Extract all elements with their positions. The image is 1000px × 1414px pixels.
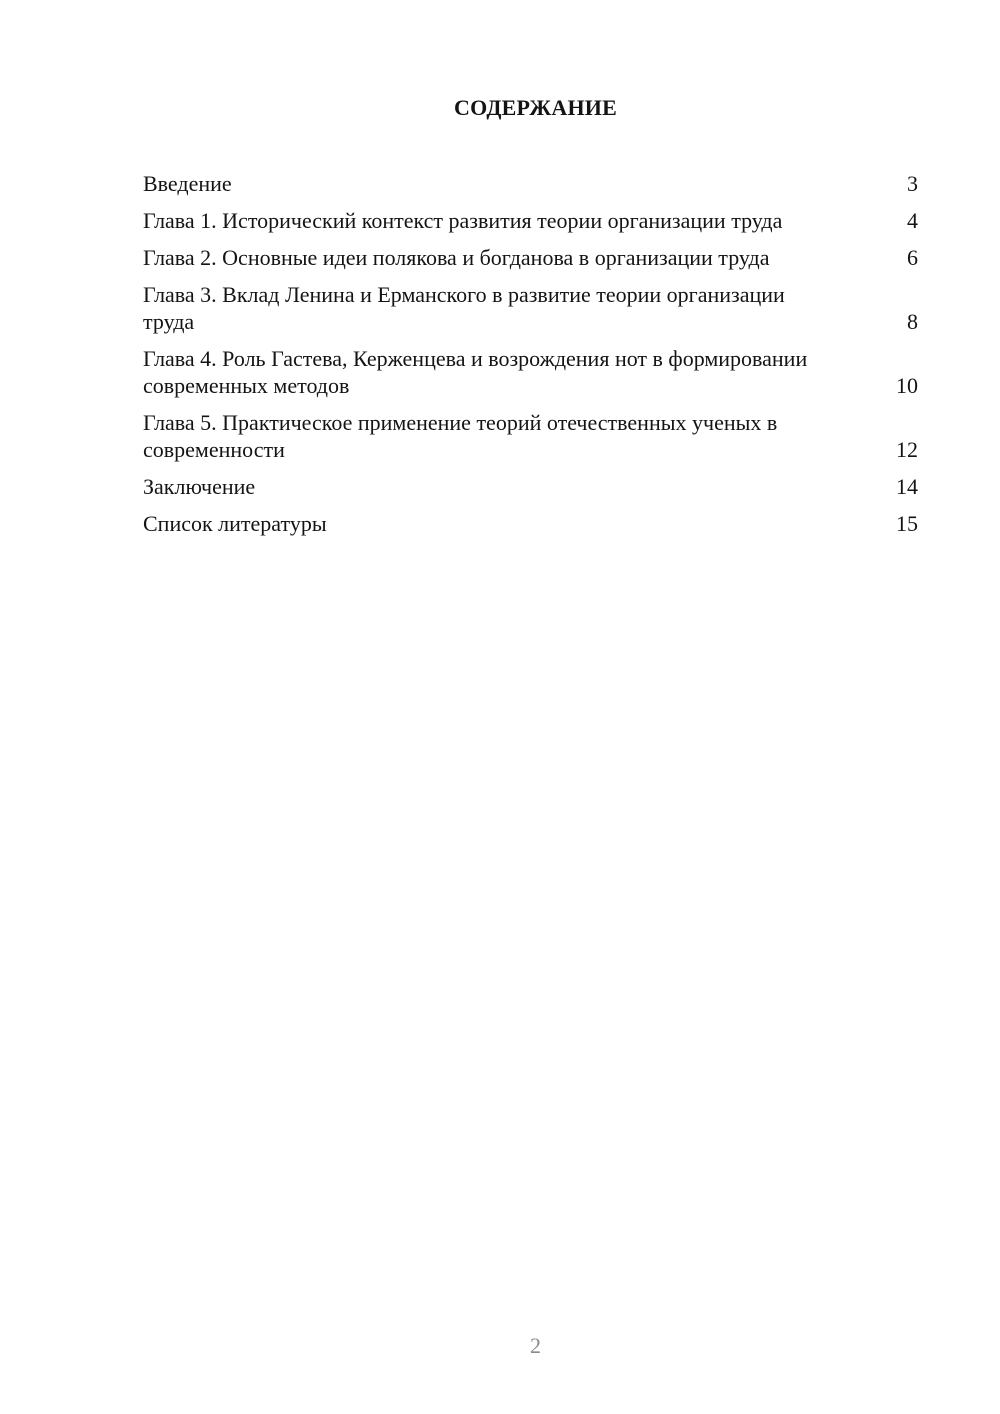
- toc-entry-conclusion: [143, 473, 918, 500]
- toc-entry-page: 15: [896, 511, 918, 536]
- toc-entry-chapter-1: [143, 207, 918, 234]
- toc-entry-text: Глава 5. Практическое применение теорий отечественных ученых в современности: [143, 410, 778, 462]
- toc-entry-text: Глава 1. Исторический контекст развития теории организации труда: [143, 208, 783, 233]
- toc-entry-text: Глава 2. Основные идеи полякова и богданова в организации труда: [143, 245, 770, 270]
- toc-entry-bibliography: [143, 510, 918, 537]
- toc-entry-text: Список литературы: [143, 511, 327, 536]
- toc-entry-page: 12: [896, 437, 918, 462]
- toc-entry-page: 6: [907, 245, 918, 270]
- toc-entry-chapter-3: [143, 281, 918, 335]
- toc-entry-text: Заключение: [143, 474, 256, 499]
- toc-entry-text: Глава 4. Роль Гастева, Керженцева и возрождения нот в формировании современных методов: [143, 346, 808, 398]
- toc-entry-chapter-4: [143, 345, 918, 399]
- toc-entry-introduction: [143, 170, 918, 197]
- toc-entry-page: 4: [907, 208, 918, 233]
- toc-entry-page: 10: [896, 373, 918, 398]
- page-number: 2: [530, 1333, 541, 1358]
- toc-entry-page: 3: [907, 171, 918, 196]
- toc-entry-text: Глава 3. Вклад Ленина и Ерманского в развитие теории организации труда: [143, 282, 785, 334]
- toc-entry-chapter-2: [143, 244, 918, 271]
- table-of-contents: [143, 170, 918, 547]
- toc-entry-text: Введение: [143, 171, 232, 196]
- page-title: СОДЕРЖАНИЕ: [454, 95, 617, 120]
- toc-entry-chapter-5: [143, 409, 918, 463]
- toc-entry-page: 8: [907, 309, 918, 334]
- toc-entry-page: 14: [896, 474, 918, 499]
